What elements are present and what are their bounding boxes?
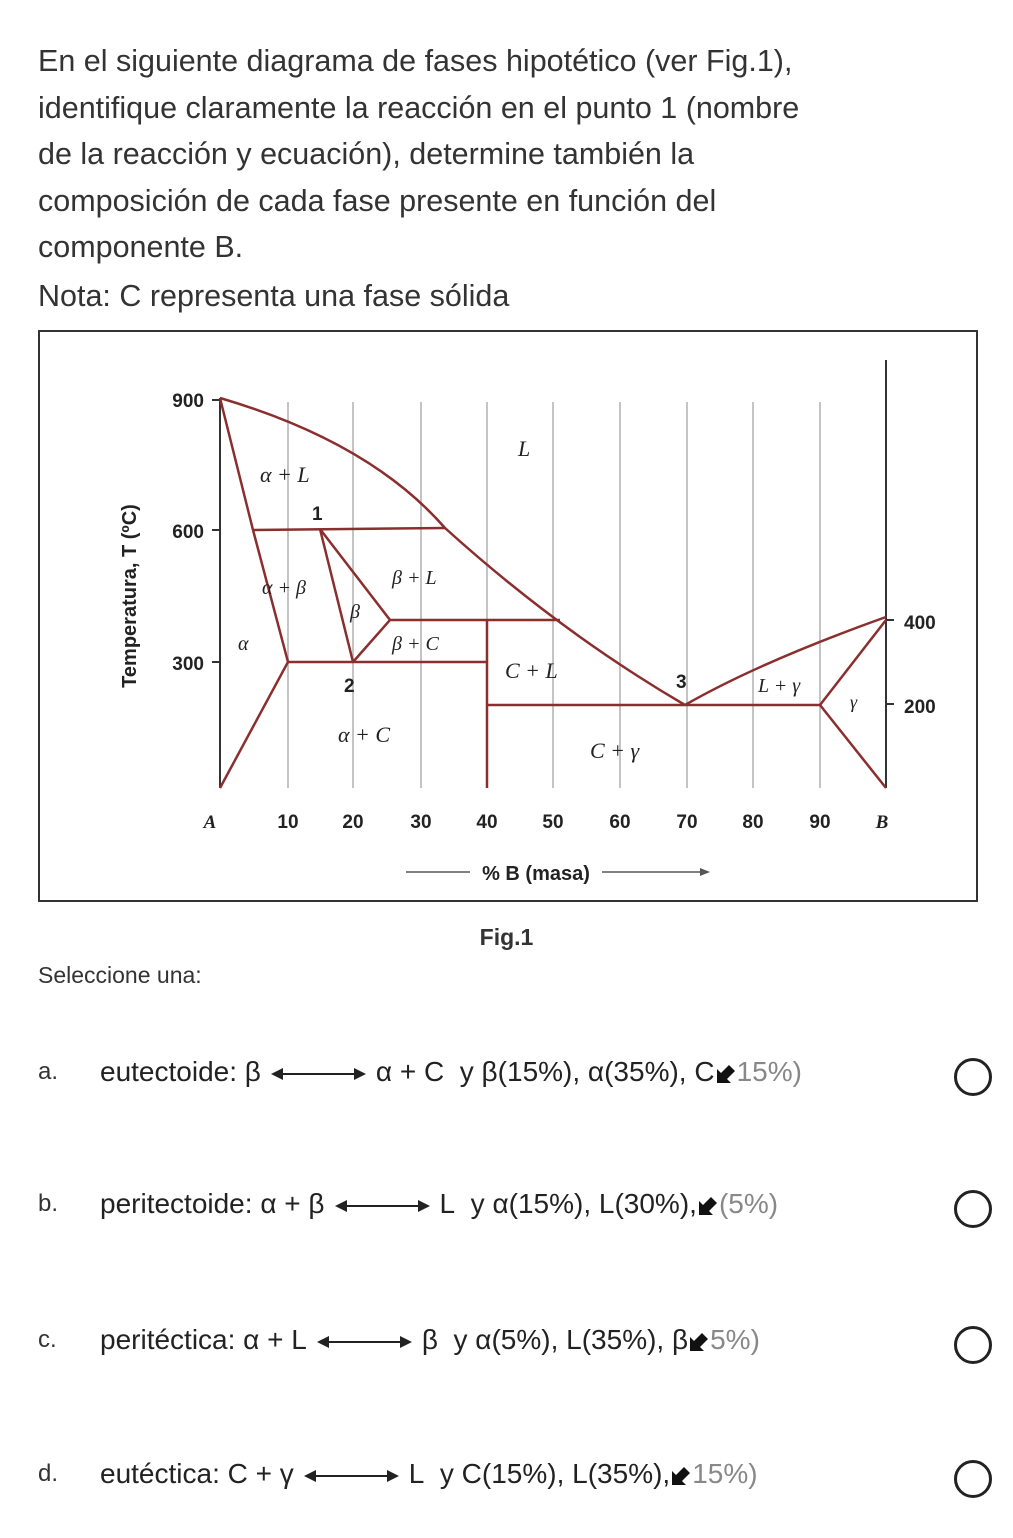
- region-L-gamma: L + γ: [758, 675, 801, 697]
- option-b-letter: b.: [38, 1190, 59, 1217]
- question-line-3: de la reacción y ecuación), determine también la: [38, 137, 695, 171]
- phase-diagram-figure: [38, 330, 978, 902]
- region-alpha-L: α + L: [260, 462, 310, 487]
- xtick-70: 70: [676, 812, 698, 833]
- option-a-letter: a.: [38, 1058, 59, 1085]
- ytick-label-600: 600: [172, 522, 204, 543]
- option-b-products: L: [439, 1188, 456, 1219]
- option-c-answer: y α(5%), L(35%), β: [453, 1324, 689, 1355]
- xtick-60: 60: [609, 812, 631, 833]
- question-line-5: componente B.: [38, 230, 244, 264]
- option-a-reaction: eutectoide: β: [100, 1056, 261, 1087]
- option-b[interactable]: [38, 1178, 998, 1238]
- option-c-tail: 5%): [710, 1324, 760, 1355]
- option-a-radio[interactable]: [954, 1058, 992, 1096]
- cursor-arrow-icon: [688, 1331, 710, 1353]
- option-a[interactable]: [38, 1046, 998, 1106]
- option-a-tail: 15%): [736, 1056, 802, 1087]
- option-d-answer: y C(15%), L(35%),: [439, 1458, 671, 1489]
- gamma-solvus: [820, 705, 886, 788]
- y-axis-label: Temperatura, T (ºC): [119, 504, 141, 688]
- ytick-label-400: 400: [904, 613, 936, 634]
- question-text: [38, 38, 988, 319]
- xtick-B: B: [875, 812, 889, 833]
- beta-right-boundary: [320, 529, 390, 662]
- option-d-products: L: [408, 1458, 425, 1489]
- ytick-label-900: 900: [172, 391, 204, 412]
- phase-diagram: [40, 332, 976, 900]
- peritectic-line: [253, 528, 445, 530]
- point-2-label: 2: [344, 676, 355, 697]
- region-beta: β: [350, 601, 360, 623]
- xtick-A: A: [203, 812, 217, 833]
- option-c-text: [100, 1324, 760, 1356]
- select-label: Seleccione una:: [38, 962, 202, 988]
- option-b-radio[interactable]: [954, 1190, 992, 1228]
- cursor-arrow-icon: [670, 1465, 692, 1487]
- region-alpha-beta: α + β: [262, 577, 306, 599]
- double-arrow-icon: [317, 1334, 412, 1350]
- xtick-50: 50: [542, 812, 564, 833]
- x-axis-label: % B (masa): [482, 863, 590, 885]
- option-d-radio[interactable]: [954, 1460, 992, 1498]
- option-d-letter: d.: [38, 1460, 59, 1487]
- xtick-30: 30: [410, 812, 432, 833]
- region-alpha-C: α + C: [338, 722, 391, 747]
- option-c-products: β: [421, 1324, 438, 1355]
- region-beta-L: β + L: [392, 567, 437, 589]
- option-a-answer: y β(15%), α(35%), C: [459, 1056, 715, 1087]
- option-d-tail: 15%): [692, 1458, 758, 1489]
- xtick-80: 80: [742, 812, 764, 833]
- option-c-reaction: peritéctica: α + L: [100, 1324, 307, 1355]
- option-d-reaction: eutéctica: C + γ: [100, 1458, 294, 1489]
- ytick-label-300: 300: [172, 654, 204, 675]
- ytick-label-200: 200: [904, 697, 936, 718]
- option-b-text: [100, 1188, 778, 1220]
- xtick-10: 10: [277, 812, 299, 833]
- xtick-90: 90: [809, 812, 831, 833]
- question-line-1: En el siguiente diagrama de fases hipotético (ver Fig.1),: [38, 44, 793, 78]
- liquidus-left: [220, 398, 685, 705]
- region-L: L: [518, 436, 531, 461]
- point-3-label: 3: [676, 672, 687, 693]
- option-c-radio[interactable]: [954, 1326, 992, 1364]
- cursor-arrow-icon: [715, 1063, 737, 1085]
- region-C-gamma: C + γ: [590, 738, 640, 763]
- option-c-letter: c.: [38, 1326, 57, 1353]
- option-a-products: α + C: [375, 1056, 445, 1087]
- option-b-tail: (5%): [718, 1188, 779, 1219]
- xlabel-arrow-icon: [700, 868, 710, 876]
- question-line-4: composición de cada fase presente en función del: [38, 183, 717, 218]
- xtick-40: 40: [476, 812, 498, 833]
- region-C-L: C + L: [505, 658, 558, 683]
- alpha-solidus: [220, 398, 253, 530]
- option-b-answer: y α(15%), L(30%),: [470, 1188, 697, 1219]
- double-arrow-icon: [304, 1468, 399, 1484]
- xtick-20: 20: [342, 812, 364, 833]
- point-1-label: 1: [312, 504, 323, 525]
- option-b-reaction: peritectoide: α + β: [100, 1188, 325, 1219]
- question-line-2: identifique claramente la reacción en el punto 1 (nombre: [38, 90, 800, 125]
- cursor-arrow-icon: [697, 1195, 719, 1217]
- figure-caption: Fig.1: [479, 924, 534, 950]
- region-alpha: α: [238, 633, 249, 655]
- alpha-solvus: [220, 530, 288, 788]
- option-a-text: [100, 1056, 802, 1088]
- option-d-text: [100, 1458, 758, 1490]
- question-note: Nota: C representa una fase sólida: [38, 278, 510, 313]
- region-beta-C: β + C: [392, 633, 439, 655]
- double-arrow-icon: [271, 1066, 366, 1082]
- double-arrow-icon: [335, 1198, 430, 1214]
- region-gamma: γ: [850, 692, 858, 712]
- option-c[interactable]: [38, 1314, 998, 1374]
- option-d[interactable]: [38, 1448, 998, 1508]
